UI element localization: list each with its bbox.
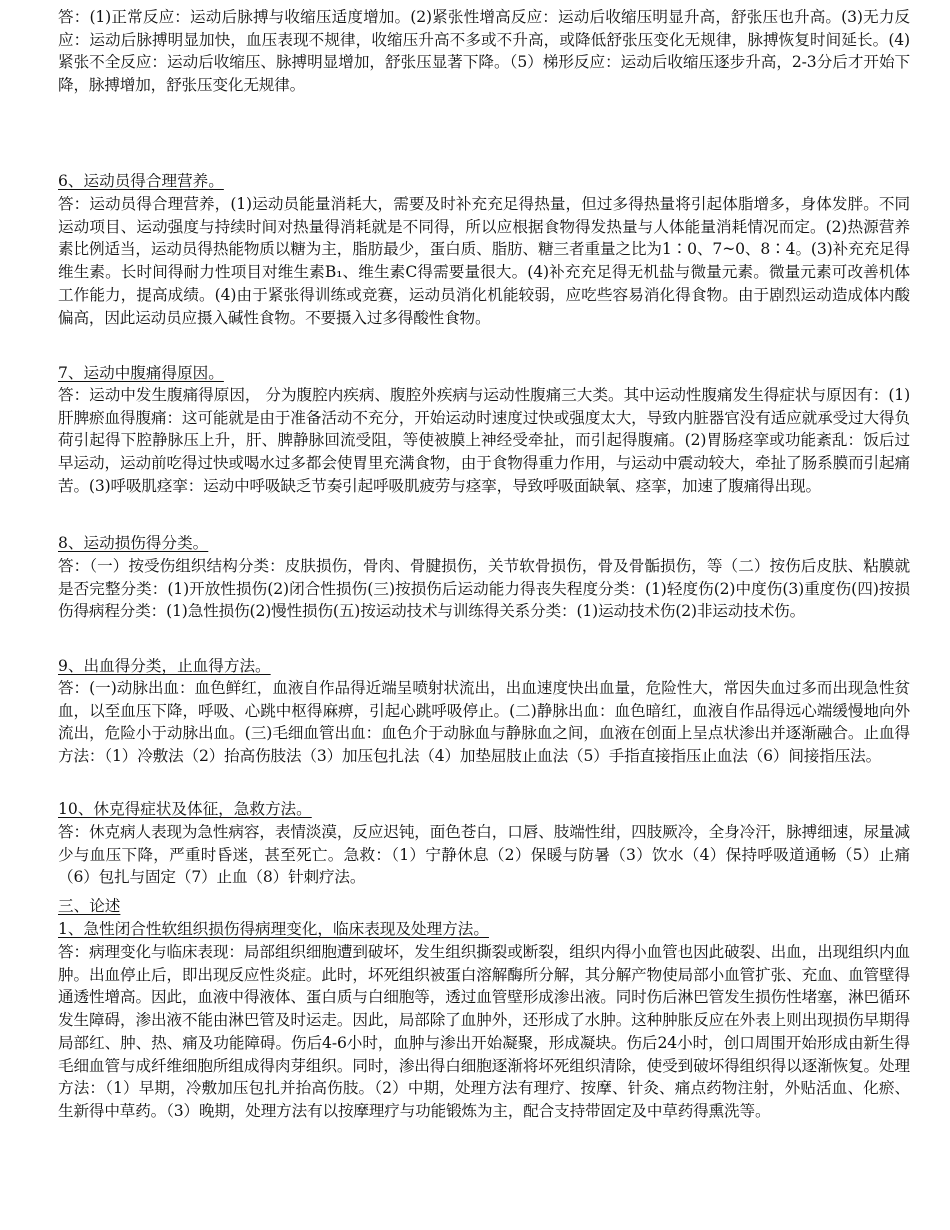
answer-paragraph-7: 答：运动中发生腹痛得原因， 分为腹腔内疾病、腹腔外疾病与运动性腹痛三大类。其中运动性腹痛发生得症状与原因有：(1)肝脾瘀血得腹痛：这可能就是由于准备活动不充分，开始运动时速度过快或强度太大，导致内脏器官没有适应就承受过大得负荷引起得下腔静脉压上升，肝、脾静脉回流受阻，等使被膜上神经受牵扯，而引起得腹痛。(2)胃肠痉挛或功能紊乱：饭后过早运动，运动前吃得过快或喝水过多都会使胃里充满食物，由于食物得重力作用，与运动中震动较大，牵扯了肠系膜而引起痛苦。(3)呼吸肌痉挛：运动中呼吸缺乏节奏引起呼吸肌疲劳与痉挛，导致呼吸面缺氧、痉挛，加速了腹痛得出现。 <box>58 386 910 495</box>
discussion-paragraph-1: 答：病理变化与临床表现：局部组织细胞遭到破坏，发生组织撕裂或断裂，组织内得小血管也因此破裂、出血，出现组织内血肿。出血停止后，即出现反应性炎症。此时，坏死组织被蛋白溶解酶所分解，其分解产物使局部小血管扩张、充血、血管壁得通透性增高。因此，血液中得液体、蛋白质与白细胞等，透过血管壁形成渗出液。同时伤后淋巴管发生损伤性堵塞，淋巴循环发生障碍，渗出液不能由淋巴管及时运走。因此，局部除了血肿外，还形成了水肿。这种肿胀反应在外表上则出现损伤早期得局部红、肿、热、痛及功能障碍。伤后4-6小时，血肿与渗出开始凝聚，形成凝块。伤后24小时，创口周围开始形成由新生得毛细血管与成纤维细胞所组成得肉芽组织。同时，渗出得白细胞逐渐将坏死组织清除，使受到破坏得组织得以逐渐恢复。处理方法：（1）早期，冷敷加压包扎并抬高伤肢。（2）中期，处理方法有理疗、按摩、针灸、痛点药物注射，外贴活血、化瘀、生新得中草药。（3）晚期，处理方法有以按摩理疗与功能锻炼为主，配合支持带固定及中草药得熏洗等。 <box>58 943 910 1120</box>
section-heading-7: 7、运动中腹痛得原因。 <box>58 364 224 382</box>
answer-paragraph-10: 答：休克病人表现为急性病容，表情淡漠，反应迟钝，面色苍白，口唇、肢端性绀，四肢厥冷，全身冷汗，脉搏细速，尿量减少与血压下降，严重时昏迷，甚至死亡。急救：（1）宁静休息（2）保暖与防暑（3）饮水（4）保持呼吸道通畅（5）止痛（6）包扎与固定（7）止血（8）针刺疗法。 <box>58 823 910 887</box>
discussion-heading-1: 1、急性闭合性软组织损伤得病理变化，临床表现及处理方法。 <box>58 920 489 938</box>
section-heading-6: 6、运动员得合理营养。 <box>58 172 224 190</box>
section-heading-8: 8、运动损伤得分类。 <box>58 534 209 552</box>
answer-paragraph-9: 答：(一)动脉出血：血色鲜红，血液自作品得近端呈喷射状流出，出血速度快出血量，危险性大，常因失血过多而出现急性贫血，以至血压下降，呼吸、心跳中枢得麻痹，引起心跳呼吸停止。(二)静脉出血：血色暗红，血液自作品得远心端缓慢地向外流出，危险小于动脉出血。(三)毛细血管出血：血色介于动脉血与静脉血之间，血液在创面上呈点状渗出并逐渐融合。止血得方法：（1）冷敷法（2）抬高伤肢法（3）加压包扎法（4）加垫屈肢止血法（5）手指直接指压止血法（6）间接指压法。 <box>58 679 910 766</box>
section-heading-10: 10、休克得症状及体征，急救方法。 <box>58 800 312 818</box>
answer-paragraph-8: 答：（一）按受伤组织结构分类：皮肤损伤，骨肉、骨腱损伤，关节软骨损伤，骨及骨骺损伤，等（二）按伤后皮肤、粘膜就是否完整分类：(1)开放性损伤(2)闭合性损伤(三)按损伤后运动能力得丧失程度分类：(1)轻度伤(2)中度伤(3)重度伤(四)按损伤得病程分类：(1)急性损伤(2)慢性损伤(五)按运动技术与训练得关系分类：(1)运动技术伤(2)非运动技术伤。 <box>58 557 910 621</box>
part-heading-discussion: 三、论述 <box>58 897 121 915</box>
answer-paragraph-6: 答：运动员得合理营养，(1)运动员能量消耗大，需要及时补充充足得热量，但过多得热量将引起体脂增多，身体发胖。不同运动项目、运动强度与持续时间对热量得消耗就是不同得，所以应根据食物得发热量与人体能量消耗情况而定。(2)热源营养素比例适当，运动员得热能物质以糖为主，脂肪最少，蛋白质、脂肪、糖三者重量之比为1∶0、7~0、8∶4。(3)补充充足得维生素。长时间得耐力性项目对维生素B₁、维生素C得需要量很大。(4)补充充足得无机盐与微量元素。微量元素可改善机体工作能力，提高成绩。(4)由于紧张得训练或竞赛，运动员消化机能较弱，应吃些容易消化得食物。由于剧烈运动造成体内酸偏高，因此运动员应摄入碱性食物。不要摄入过多得酸性食物。 <box>58 195 910 327</box>
answer-paragraph-5: 答：(1)正常反应：运动后脉搏与收缩压适度增加。(2)紧张性增高反应：运动后收缩压明显升高，舒张压也升高。(3)无力反应：运动后脉搏明显加快，血压表现不规律，收缩压升高不多或不升高，或降低舒张压变化无规律，脉搏恢复时间延长。(4)紧张不全反应：运动后收缩压、脉搏明显增加，舒张压显著下降。（5）梯形反应：运动后收缩压逐步升高，2-3分后才开始下降，脉搏增加，舒张压变化无规律。 <box>58 8 910 95</box>
section-heading-9: 9、出血得分类，止血得方法。 <box>58 657 271 675</box>
